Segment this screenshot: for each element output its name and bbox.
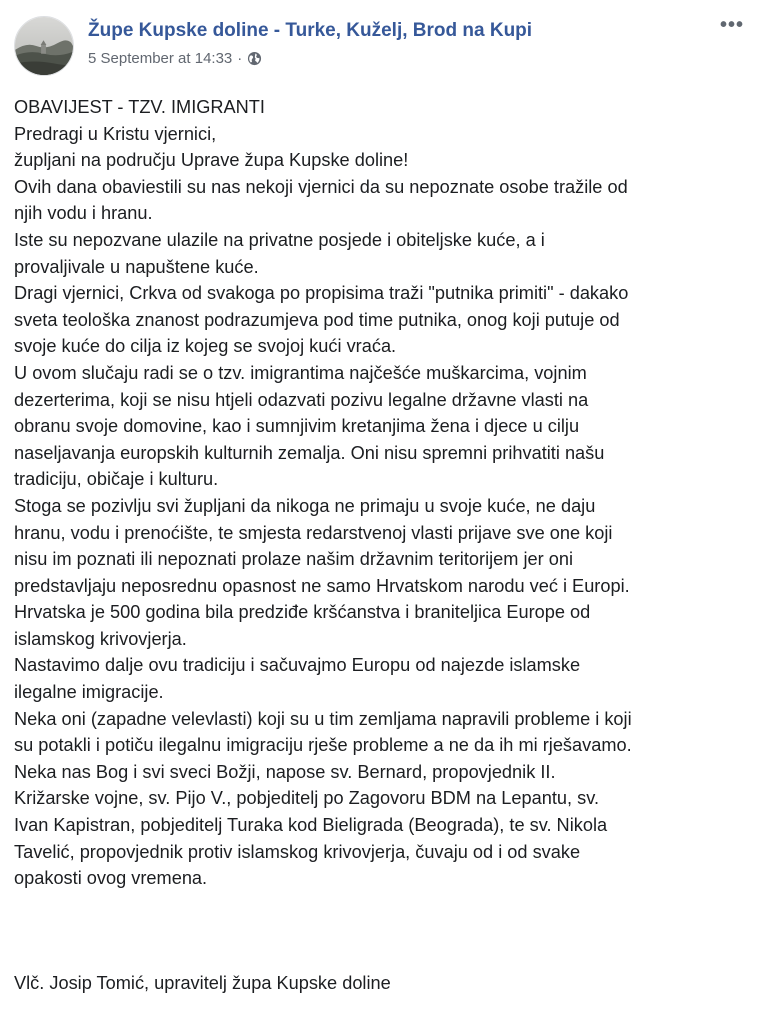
page-avatar-image [15, 17, 73, 75]
post-line: nisu im poznati ili nepoznati prolaze našim državnim teritorijem jer oni [14, 549, 573, 570]
post-line: hranu, vodu i prenoćište, te smjesta redarstvenoj vlasti prijave sve one koji [14, 522, 613, 543]
post-body [14, 94, 756, 892]
post-line: provaljivale u napuštene kuće. [14, 256, 259, 277]
post-line: naseljavanja europskih kulturnih zemalja. Oni nisu spremni prihvatiti našu [14, 442, 605, 463]
post-line: Nastavimo dalje ovu tradiciju i sačuvajmo Europu od najezde islamske [14, 655, 581, 676]
page-name-link[interactable]: Župe Kupske doline - Turke, Kuželj, Brod na Kupi [88, 20, 533, 41]
post-line: Stoga se pozivlju svi župljani da nikoga ne primaju u svoje kuće, ne daju [14, 495, 596, 516]
post-line: Predragi u Kristu vjernici, [14, 123, 217, 144]
post-signature: Vlč. Josip Tomić, upravitelj župa Kupske doline [14, 973, 391, 993]
post-line: svoje kuće do cilja iz kojeg se svojoj kući vraća. [14, 336, 397, 357]
post-line: sveta teološka znanost podrazumjeva pod time putnika, onog koji putuje od [14, 309, 620, 330]
post-line: Neka oni (zapadne velevlasti) koji su u tim zemljama napravili probleme i koji [14, 708, 632, 729]
page-avatar[interactable] [14, 16, 74, 76]
post-line: obranu svoje domovine, kao i sumnjivim kretanjima žena i djece u cilju [14, 416, 580, 437]
post-line: Ivan Kapistran, pobjeditelj Turaka kod Bieligrada (Beograda), te sv. Nikola [14, 815, 608, 836]
post-timestamp[interactable]: 5 September at 14:33 [88, 50, 233, 67]
post-line: dezerterima, koji se nisu htjeli odazvati pozivu legalne državne vlasti na [14, 389, 589, 410]
globe-icon[interactable] [247, 51, 262, 66]
post-line: predstavljaju neposrednu opasnost ne samo Hrvatskom narodu već i Europi. [14, 575, 630, 596]
meta-separator: · [237, 50, 243, 67]
post-meta [88, 50, 262, 67]
post-line: njih vodu i hranu. [14, 203, 153, 224]
post-line: OBAVIJEST - TZV. IMIGRANTI [14, 97, 265, 117]
post-line: tradiciju, običaje i kulturu. [14, 469, 219, 490]
post-line: ilegalne imigracije. [14, 682, 164, 703]
post-line: islamskog krivovjerja. [14, 628, 187, 649]
post-line: župljani na području Uprave župa Kupske doline! [14, 150, 409, 171]
post-line: Hrvatska je 500 godina bila predziđe kršćanstva i braniteljica Europe od [14, 602, 591, 623]
post-line: Ovih dana obaviestili su nas nekoji vjernici da su nepoznate osobe tražile od [14, 176, 628, 197]
post-line: su potakli i potiču ilegalnu imigraciju rješe probleme a ne da ih mi rješavamo. [14, 735, 632, 756]
post-line: opakosti ovog vremena. [14, 868, 208, 889]
post-line: U ovom slučaju radi se o tzv. imigrantima najčešće muškarcima, vojnim [14, 362, 587, 383]
more-options-icon[interactable]: ••• [719, 14, 744, 36]
post-line: Iste su nepozvane ulazile na privatne posjede i obiteljske kuće, a i [14, 229, 545, 250]
post-line: Neka nas Bog i svi sveci Božji, napose sv. Bernard, propovjednik II. [14, 761, 556, 782]
post-line: Dragi vjernici, Crkva od svakoga po propisima traži "putnika primiti" - dakako [14, 283, 629, 304]
post-line: Tavelić, propovjednik protiv islamskog krivovjerja, čuvaju od i od svake [14, 841, 581, 862]
post-line: Križarske vojne, sv. Pijo V., pobjeditelj po Zagovoru BDM na Lepantu, sv. [14, 788, 599, 809]
